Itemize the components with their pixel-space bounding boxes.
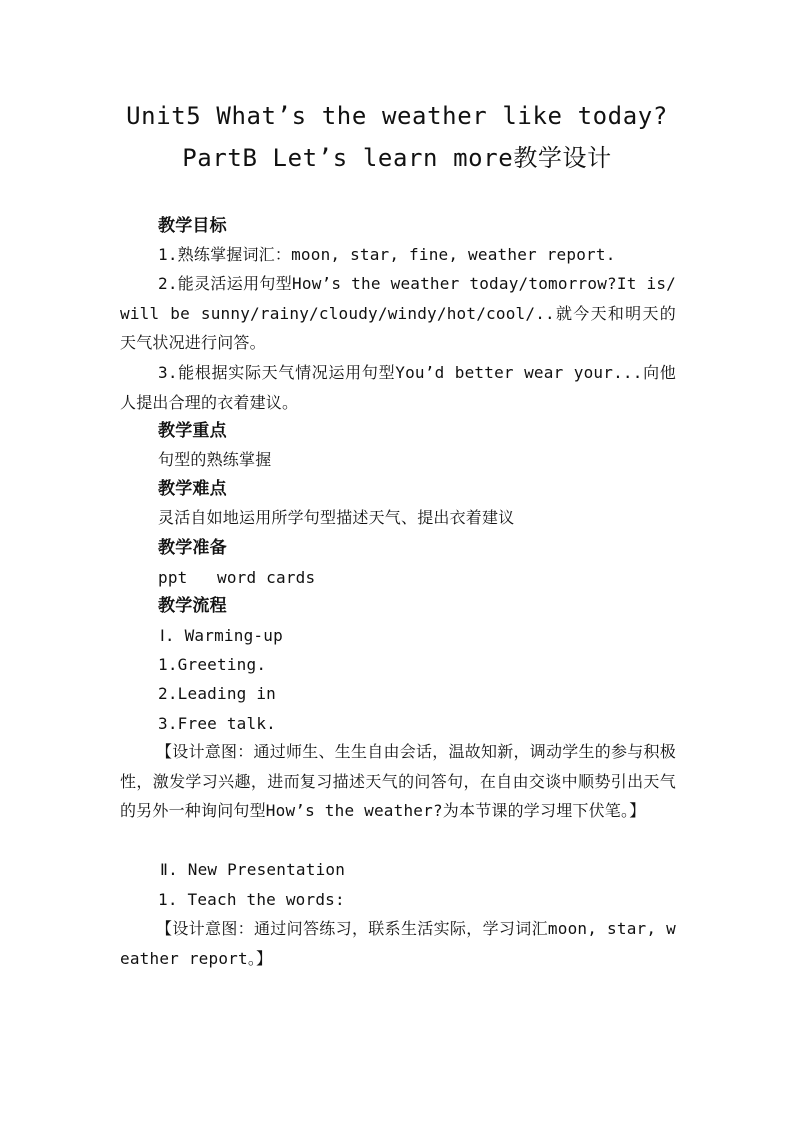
objectives-heading: 教学目标	[158, 216, 227, 236]
document-title-line-1: Unit5 What’s the weather like today?	[126, 102, 668, 130]
presentation-heading: Ⅱ. New Presentation	[160, 860, 346, 879]
difficulties-heading: 教学难点	[158, 479, 227, 499]
document-title-line-2: PartB Let’s learn more教学设计	[182, 144, 612, 172]
process-heading: 教学流程	[158, 596, 227, 616]
objective-2: 2.能灵活运用句型How’s the weather today/tomorrow?It is/will be sunny/rainy/cloudy/windy/hot/cool/..就今天和明天的天气状况进行问答。	[120, 274, 676, 352]
preparation-heading: 教学准备	[158, 538, 227, 558]
presentation-design-intent: 【设计意图：通过问答练习，联系生活实际，学习词汇moon, star, weather report。】	[120, 919, 676, 968]
objective-3: 3.能根据实际天气情况运用句型You’d better wear your...向他人提出合理的衣着建议。	[120, 363, 676, 412]
key-points-text: 句型的熟练掌握	[158, 450, 272, 469]
objective-1: 1.熟练掌握词汇：moon, star, fine, weather report.	[158, 245, 616, 264]
warmup-step-2: 2.Leading in	[158, 684, 276, 703]
warmup-step-1: 1.Greeting.	[158, 655, 267, 674]
warmup-step-3: 3.Free talk.	[158, 714, 276, 733]
warmup-heading: Ⅰ. Warming-up	[160, 626, 283, 645]
key-points-heading: 教学重点	[158, 421, 227, 441]
presentation-step-1: 1. Teach the words:	[158, 890, 345, 909]
warmup-design-intent: 【设计意图：通过师生、生生自由会话，温故知新，调动学生的参与积极性，激发学习兴趣，进而复习描述天气的问答句，在自由交谈中顺势引出天气的另外一种询问句型How’s the weather?为本节课的学习埋下伏笔。】	[120, 742, 676, 820]
preparation-text: ppt word cards	[158, 568, 316, 587]
difficulties-text: 灵活自如地运用所学句型描述天气、提出衣着建议	[158, 508, 515, 527]
